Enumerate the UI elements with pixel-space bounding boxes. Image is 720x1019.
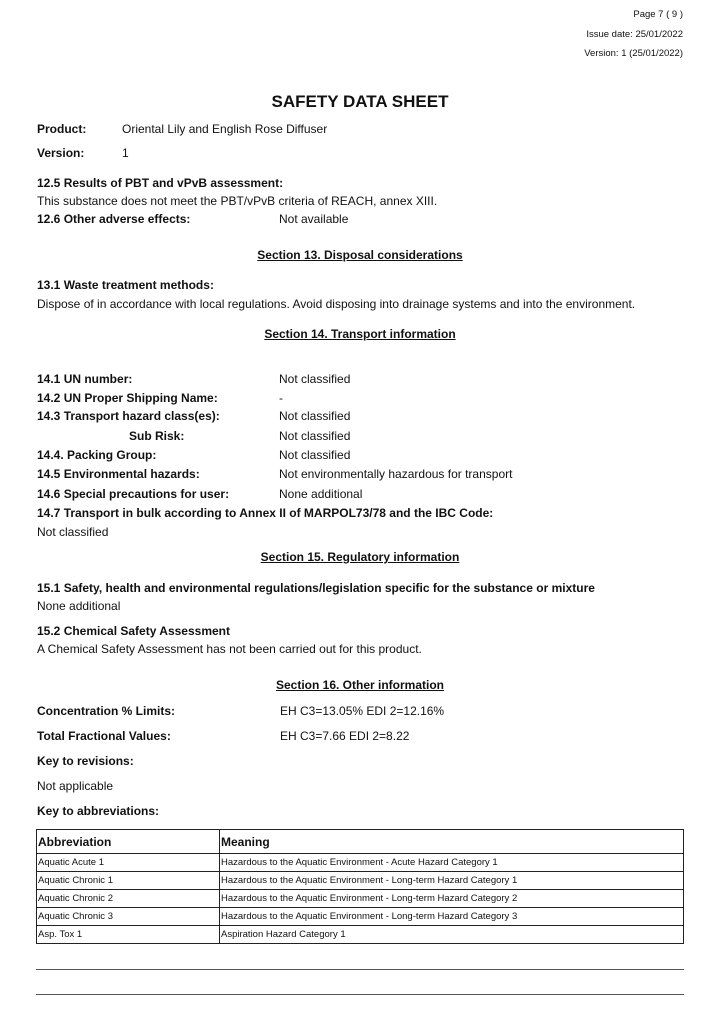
revisions-heading: Key to revisions: xyxy=(37,754,134,768)
transport-value: Not classified xyxy=(279,409,351,423)
table-row xyxy=(37,872,684,890)
document-title: SAFETY DATA SHEET xyxy=(271,92,449,111)
product-label: Product: xyxy=(37,122,87,136)
version-label: Version: xyxy=(37,146,85,160)
section-14-heading: Section 14. Transport information xyxy=(264,327,456,341)
transport-label: 14.6 Special precautions for user: xyxy=(37,487,230,501)
page-number: Page 7 ( 9 ) xyxy=(633,9,683,20)
table-cell: Hazardous to the Aquatic Environment - Long-term Hazard Category 1 xyxy=(220,872,684,890)
table-cell: Asp. Tox 1 xyxy=(37,926,220,944)
table-row xyxy=(37,926,684,944)
table-cell: Aquatic Chronic 3 xyxy=(37,908,220,926)
transport-value: Not classified xyxy=(279,448,351,462)
transport-label: 14.3 Transport hazard class(es): xyxy=(37,409,220,423)
abbreviations-table xyxy=(36,829,684,944)
other-effects-label: 12.6 Other adverse effects: xyxy=(37,212,191,226)
version-value: 1 xyxy=(122,146,129,160)
pbt-heading: 12.5 Results of PBT and vPvB assessment: xyxy=(37,176,284,190)
footer-divider xyxy=(36,969,684,970)
regulations-heading: 15.1 Safety, health and environmental regulations/legislation specific for the substance or mixture xyxy=(37,581,595,595)
version-info: Version: 1 (25/01/2022) xyxy=(584,48,683,59)
bulk-value: Not classified xyxy=(37,525,109,539)
waste-heading: 13.1 Waste treatment methods: xyxy=(37,278,214,292)
transport-label: 14.5 Environmental hazards: xyxy=(37,467,200,481)
table-header-row xyxy=(37,830,684,854)
revisions-value: Not applicable xyxy=(37,779,114,793)
csa-text: A Chemical Safety Assessment has not been carried out for this product. xyxy=(37,642,422,656)
concentration-label: Concentration % Limits: xyxy=(37,704,176,718)
fractional-value: EH C3=7.66 EDI 2=8.22 xyxy=(280,729,410,743)
transport-label: 14.2 UN Proper Shipping Name: xyxy=(37,391,218,405)
table-cell: Hazardous to the Aquatic Environment - Acute Hazard Category 1 xyxy=(220,854,684,872)
table-cell: Aquatic Acute 1 xyxy=(37,854,220,872)
issue-date: Issue date: 25/01/2022 xyxy=(586,29,683,40)
abbreviations-heading: Key to abbreviations: xyxy=(37,804,160,818)
other-effects-value: Not available xyxy=(279,212,349,226)
fractional-label: Total Fractional Values: xyxy=(37,729,171,743)
bulk-heading: 14.7 Transport in bulk according to Annex II of MARPOL73/78 and the IBC Code: xyxy=(37,506,494,520)
footer-divider xyxy=(36,994,684,995)
transport-value: Not classified xyxy=(279,372,351,386)
table-cell: Hazardous to the Aquatic Environment - Long-term Hazard Category 2 xyxy=(220,890,684,908)
table-cell: Hazardous to the Aquatic Environment - Long-term Hazard Category 3 xyxy=(220,908,684,926)
table-row xyxy=(37,908,684,926)
transport-value: - xyxy=(279,391,283,405)
section-16-heading: Section 16. Other information xyxy=(275,678,445,692)
concentration-value: EH C3=13.05% EDI 2=12.16% xyxy=(280,704,445,718)
column-header: Abbreviation xyxy=(37,830,220,854)
transport-label: 14.1 UN number: xyxy=(37,372,133,386)
transport-value: None additional xyxy=(279,487,363,501)
csa-heading: 15.2 Chemical Safety Assessment xyxy=(37,624,230,638)
section-13-heading: Section 13. Disposal considerations xyxy=(257,248,463,262)
table-cell: Aquatic Chronic 1 xyxy=(37,872,220,890)
table-cell: Aquatic Chronic 2 xyxy=(37,890,220,908)
section-15-heading: Section 15. Regulatory information xyxy=(260,550,460,564)
regulations-value: None additional xyxy=(37,599,121,613)
column-header: Meaning xyxy=(220,830,684,854)
waste-text: Dispose of in accordance with local regulations. Avoid disposing into drainage systems and into the environment. xyxy=(37,297,636,311)
transport-value: Not environmentally hazardous for transport xyxy=(279,467,513,481)
product-value: Oriental Lily and English Rose Diffuser xyxy=(122,122,328,136)
transport-label: 14.4. Packing Group: xyxy=(37,448,157,462)
pbt-text: This substance does not meet the PBT/vPvB criteria of REACH, annex XIII. xyxy=(37,194,438,208)
table-row xyxy=(37,890,684,908)
transport-label: Sub Risk: xyxy=(129,429,185,443)
table-row xyxy=(37,854,684,872)
table-cell: Aspiration Hazard Category 1 xyxy=(220,926,684,944)
transport-value: Not classified xyxy=(279,429,351,443)
